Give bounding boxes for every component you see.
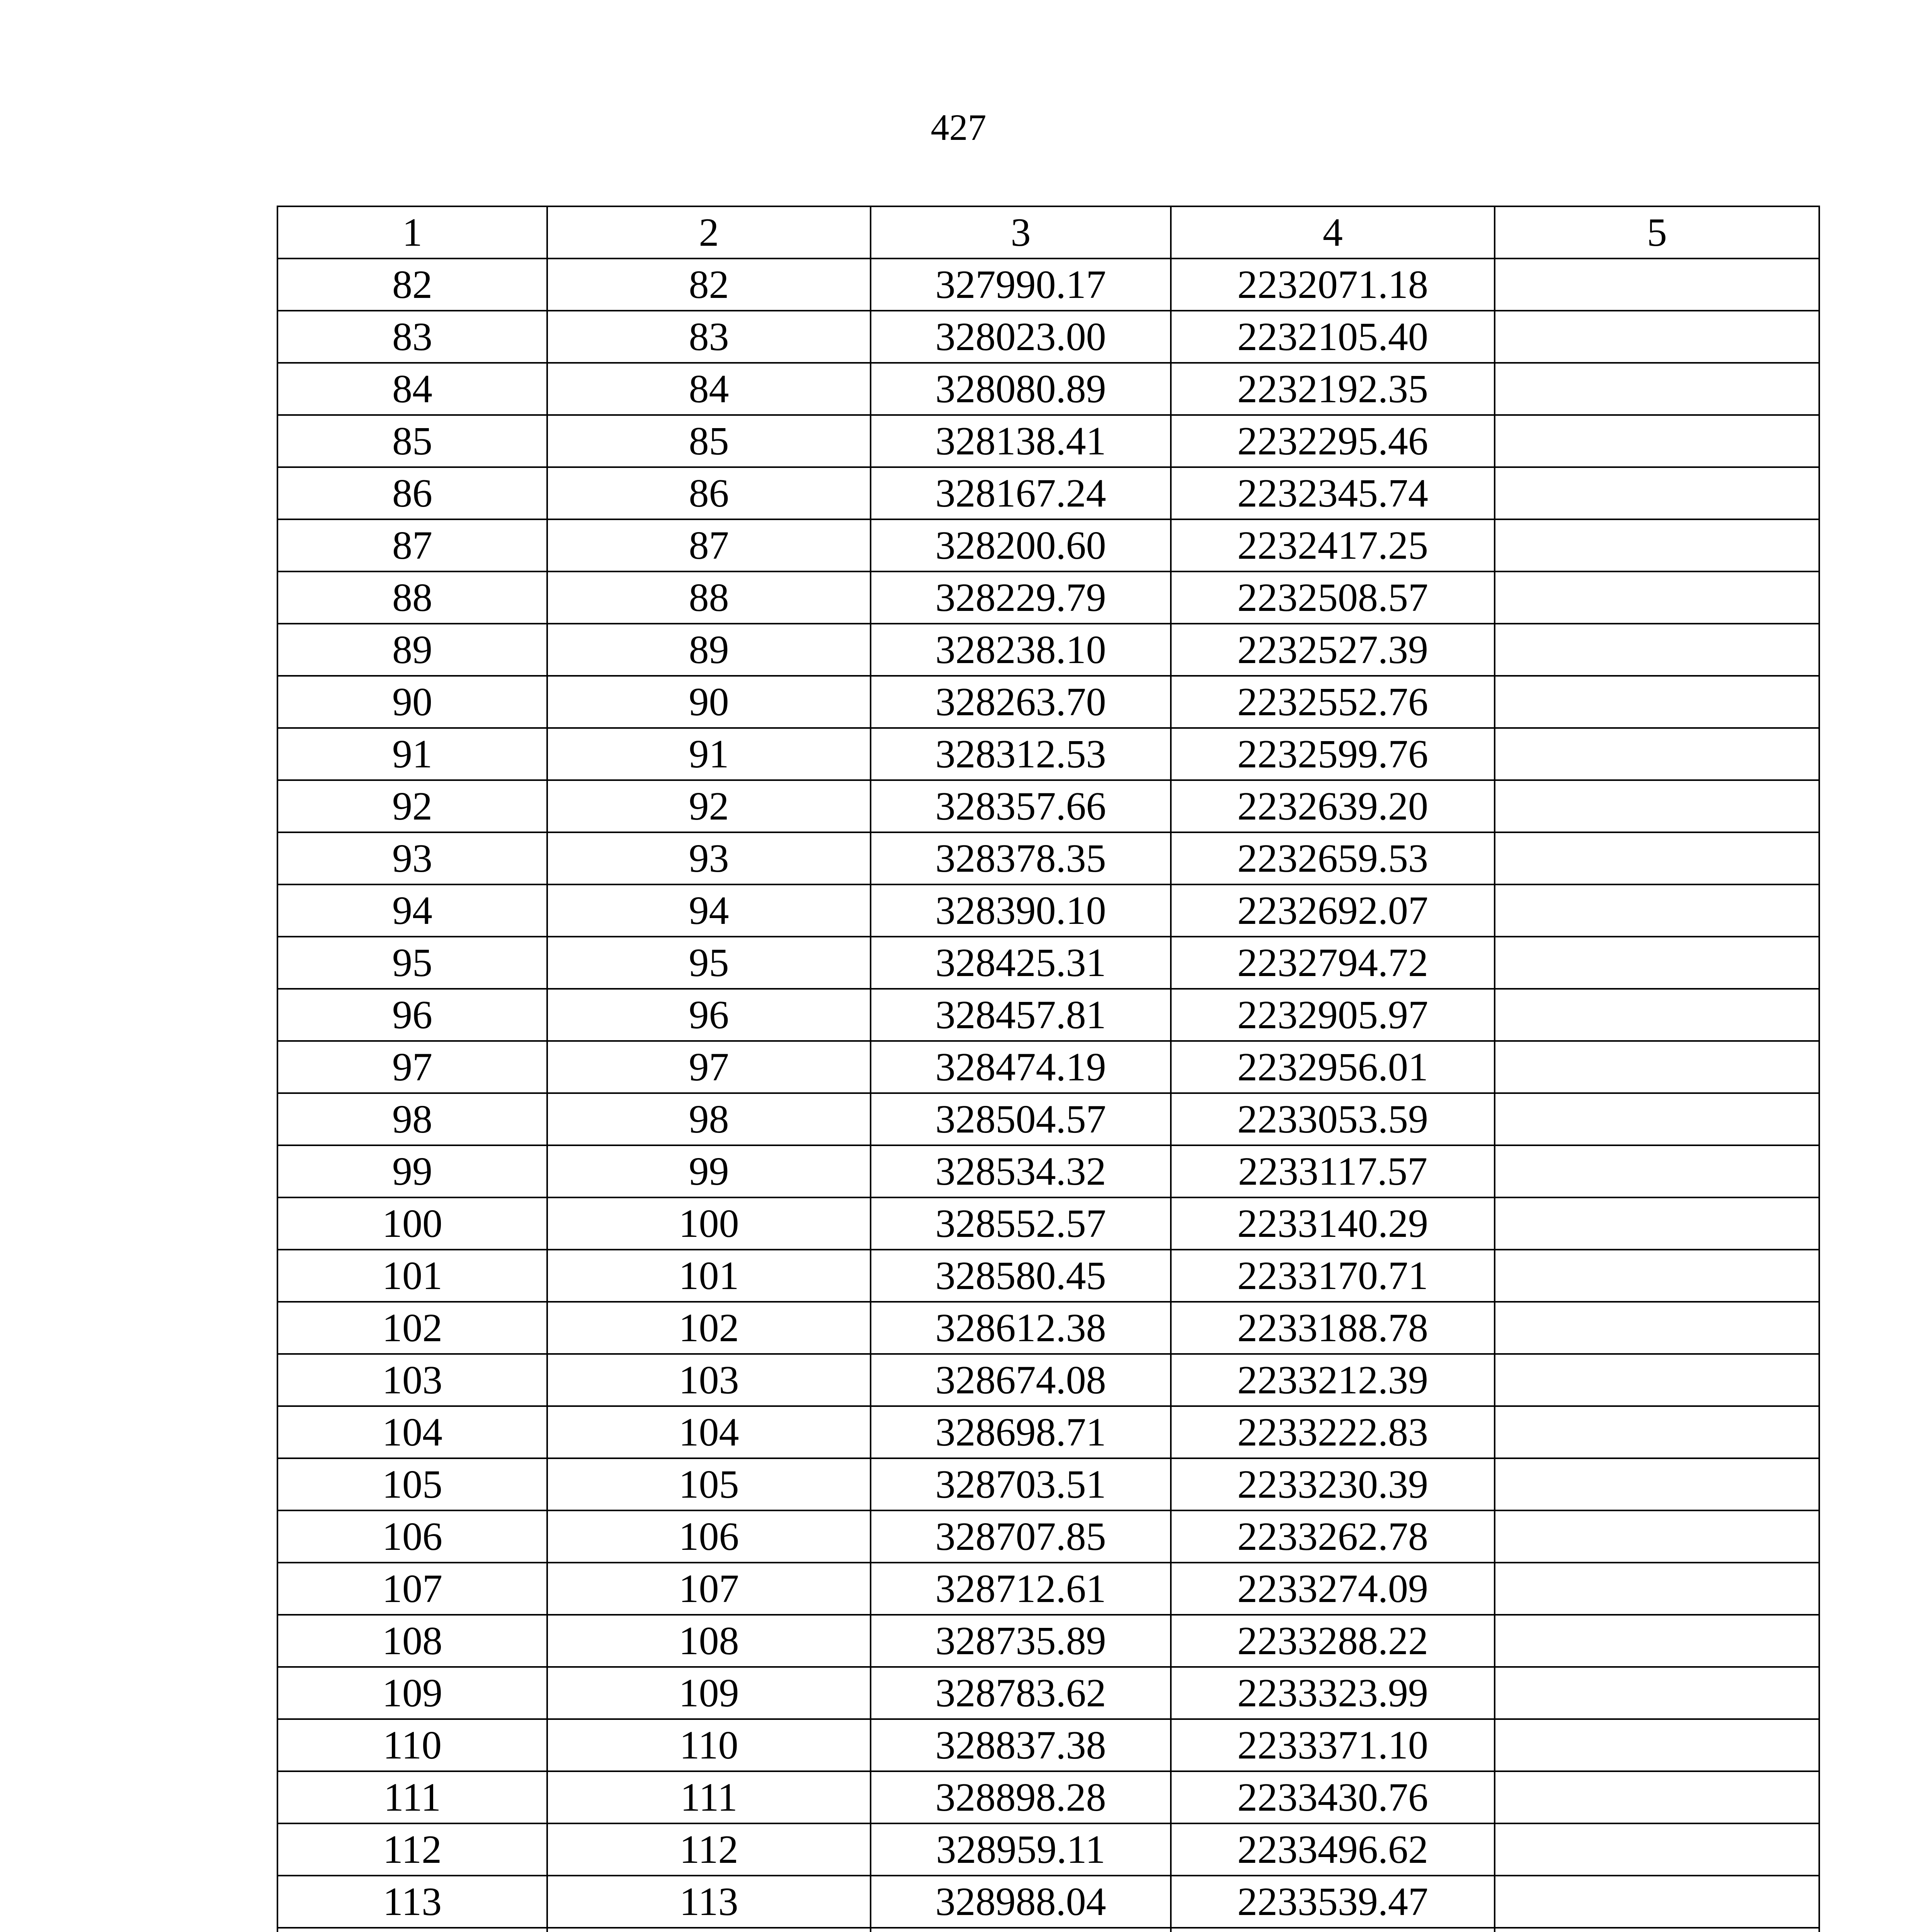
y-coordinate-cell: 2232417.25 — [1171, 519, 1495, 571]
table-row — [277, 1145, 1819, 1197]
point-number-cell: 98 — [277, 1093, 547, 1145]
point-id-cell: 111 — [547, 1771, 871, 1823]
x-coordinate-cell: 328703.51 — [871, 1458, 1171, 1510]
point-number-cell: 110 — [277, 1719, 547, 1771]
point-number-cell: 103 — [277, 1354, 547, 1406]
point-number-cell: 85 — [277, 415, 547, 467]
point-number-cell: 95 — [277, 937, 547, 989]
y-coordinate-cell: 2233222.83 — [1171, 1406, 1495, 1458]
column-header-2: 2 — [547, 206, 871, 259]
y-coordinate-cell: 2233140.29 — [1171, 1197, 1495, 1250]
x-coordinate-cell: 328080.89 — [871, 363, 1171, 415]
point-number-cell: 109 — [277, 1667, 547, 1719]
point-id-cell: 85 — [547, 415, 871, 467]
table-row — [277, 624, 1819, 676]
note-cell — [1495, 1093, 1819, 1145]
y-coordinate-cell: 2232192.35 — [1171, 363, 1495, 415]
note-cell — [1495, 884, 1819, 937]
header-row — [277, 206, 1819, 259]
x-coordinate-cell: 328229.79 — [871, 571, 1171, 624]
note-cell — [1495, 259, 1819, 311]
y-coordinate-cell: 2233539.47 — [1171, 1876, 1495, 1928]
note-cell — [1495, 1719, 1819, 1771]
x-coordinate-cell: 328707.85 — [871, 1510, 1171, 1563]
point-id-cell: 82 — [547, 259, 871, 311]
x-coordinate-cell: 327990.17 — [871, 259, 1171, 311]
note-cell — [1495, 1197, 1819, 1250]
point-id-cell: 97 — [547, 1041, 871, 1093]
y-coordinate-cell: 2233371.10 — [1171, 1719, 1495, 1771]
point-number-cell: 99 — [277, 1145, 547, 1197]
y-coordinate-cell: 2232345.74 — [1171, 467, 1495, 519]
table-row — [277, 780, 1819, 832]
table-row — [277, 1510, 1819, 1563]
y-coordinate-cell — [1171, 1928, 1495, 1932]
point-id-cell: 96 — [547, 989, 871, 1041]
x-coordinate-cell: 328698.71 — [871, 1406, 1171, 1458]
y-coordinate-cell: 2232105.40 — [1171, 311, 1495, 363]
table-row — [277, 1458, 1819, 1510]
x-coordinate-cell: 328378.35 — [871, 832, 1171, 884]
point-id-cell: 93 — [547, 832, 871, 884]
point-id-cell: 99 — [547, 1145, 871, 1197]
point-id-cell: 87 — [547, 519, 871, 571]
point-number-cell: 108 — [277, 1615, 547, 1667]
point-number-cell: 83 — [277, 311, 547, 363]
y-coordinate-cell: 2232794.72 — [1171, 937, 1495, 989]
point-number-cell — [277, 1928, 547, 1932]
point-id-cell: 112 — [547, 1823, 871, 1876]
point-number-cell: 88 — [277, 571, 547, 624]
note-cell — [1495, 1302, 1819, 1354]
point-id-cell: 101 — [547, 1250, 871, 1302]
table-row — [277, 1093, 1819, 1145]
x-coordinate-cell: 328425.31 — [871, 937, 1171, 989]
note-cell — [1495, 1876, 1819, 1928]
x-coordinate-cell: 328988.04 — [871, 1876, 1171, 1928]
x-coordinate-cell: 328238.10 — [871, 624, 1171, 676]
point-number-cell: 93 — [277, 832, 547, 884]
point-id-cell: 91 — [547, 728, 871, 780]
note-cell — [1495, 415, 1819, 467]
point-number-cell: 90 — [277, 676, 547, 728]
note-cell — [1495, 467, 1819, 519]
column-header-4: 4 — [1171, 206, 1495, 259]
x-coordinate-cell: 328474.19 — [871, 1041, 1171, 1093]
point-id-cell: 83 — [547, 311, 871, 363]
table-row — [277, 1771, 1819, 1823]
table-row — [277, 519, 1819, 571]
point-id-cell: 103 — [547, 1354, 871, 1406]
table-row — [277, 1876, 1819, 1928]
note-cell — [1495, 519, 1819, 571]
column-header-3: 3 — [871, 206, 1171, 259]
note-cell — [1495, 1458, 1819, 1510]
note-cell — [1495, 676, 1819, 728]
point-id-cell: 109 — [547, 1667, 871, 1719]
table-row — [277, 259, 1819, 311]
note-cell — [1495, 624, 1819, 676]
point-number-cell: 92 — [277, 780, 547, 832]
table-row — [277, 415, 1819, 467]
point-number-cell: 86 — [277, 467, 547, 519]
table-row — [277, 1250, 1819, 1302]
note-cell — [1495, 780, 1819, 832]
point-id-cell: 113 — [547, 1876, 871, 1928]
point-number-cell: 107 — [277, 1563, 547, 1615]
point-number-cell: 82 — [277, 259, 547, 311]
note-cell — [1495, 1563, 1819, 1615]
point-number-cell: 87 — [277, 519, 547, 571]
y-coordinate-cell: 2233212.39 — [1171, 1354, 1495, 1406]
y-coordinate-cell: 2232639.20 — [1171, 780, 1495, 832]
point-id-cell: 86 — [547, 467, 871, 519]
note-cell — [1495, 1145, 1819, 1197]
point-id-cell: 106 — [547, 1510, 871, 1563]
x-coordinate-cell: 328612.38 — [871, 1302, 1171, 1354]
note-cell — [1495, 363, 1819, 415]
y-coordinate-cell: 2232659.53 — [1171, 832, 1495, 884]
y-coordinate-cell: 2233288.22 — [1171, 1615, 1495, 1667]
coordinates-table — [277, 206, 1820, 1932]
y-coordinate-cell: 2232071.18 — [1171, 259, 1495, 311]
y-coordinate-cell: 2233496.62 — [1171, 1823, 1495, 1876]
table-row — [277, 1719, 1819, 1771]
x-coordinate-cell: 328552.57 — [871, 1197, 1171, 1250]
y-coordinate-cell: 2233170.71 — [1171, 1250, 1495, 1302]
x-coordinate-cell — [871, 1928, 1171, 1932]
page-number: 427 — [930, 107, 987, 148]
x-coordinate-cell: 328504.57 — [871, 1093, 1171, 1145]
y-coordinate-cell: 2232295.46 — [1171, 415, 1495, 467]
x-coordinate-cell: 328357.66 — [871, 780, 1171, 832]
note-cell — [1495, 832, 1819, 884]
point-number-cell: 113 — [277, 1876, 547, 1928]
point-id-cell: 89 — [547, 624, 871, 676]
y-coordinate-cell: 2233230.39 — [1171, 1458, 1495, 1510]
x-coordinate-cell: 328580.45 — [871, 1250, 1171, 1302]
table-row — [277, 728, 1819, 780]
x-coordinate-cell: 328534.32 — [871, 1145, 1171, 1197]
point-number-cell: 106 — [277, 1510, 547, 1563]
y-coordinate-cell: 2233188.78 — [1171, 1302, 1495, 1354]
x-coordinate-cell: 328138.41 — [871, 415, 1171, 467]
point-id-cell: 95 — [547, 937, 871, 989]
column-header-1: 1 — [277, 206, 547, 259]
point-id-cell: 94 — [547, 884, 871, 937]
table-row — [277, 676, 1819, 728]
y-coordinate-cell: 2233323.99 — [1171, 1667, 1495, 1719]
point-id-cell: 105 — [547, 1458, 871, 1510]
x-coordinate-cell: 328390.10 — [871, 884, 1171, 937]
x-coordinate-cell: 328023.00 — [871, 311, 1171, 363]
x-coordinate-cell: 328898.28 — [871, 1771, 1171, 1823]
point-number-cell: 102 — [277, 1302, 547, 1354]
y-coordinate-cell: 2232552.76 — [1171, 676, 1495, 728]
point-number-cell: 97 — [277, 1041, 547, 1093]
y-coordinate-cell: 2233053.59 — [1171, 1093, 1495, 1145]
table-row — [277, 1823, 1819, 1876]
note-cell — [1495, 311, 1819, 363]
note-cell — [1495, 1510, 1819, 1563]
note-cell — [1495, 989, 1819, 1041]
table-row — [277, 1406, 1819, 1458]
note-cell — [1495, 1823, 1819, 1876]
point-id-cell: 92 — [547, 780, 871, 832]
table-row — [277, 1928, 1819, 1932]
point-number-cell: 84 — [277, 363, 547, 415]
y-coordinate-cell: 2233430.76 — [1171, 1771, 1495, 1823]
note-cell — [1495, 1406, 1819, 1458]
x-coordinate-cell: 328712.61 — [871, 1563, 1171, 1615]
x-coordinate-cell: 328674.08 — [871, 1354, 1171, 1406]
table-row — [277, 571, 1819, 624]
point-id-cell: 104 — [547, 1406, 871, 1458]
note-cell — [1495, 728, 1819, 780]
x-coordinate-cell: 328312.53 — [871, 728, 1171, 780]
y-coordinate-cell: 2233274.09 — [1171, 1563, 1495, 1615]
point-id-cell: 98 — [547, 1093, 871, 1145]
note-cell — [1495, 1615, 1819, 1667]
note-cell — [1495, 1354, 1819, 1406]
point-id-cell: 110 — [547, 1719, 871, 1771]
point-id-cell: 102 — [547, 1302, 871, 1354]
point-number-cell: 89 — [277, 624, 547, 676]
point-number-cell: 101 — [277, 1250, 547, 1302]
table-row — [277, 884, 1819, 937]
point-id-cell: 100 — [547, 1197, 871, 1250]
point-id-cell: 84 — [547, 363, 871, 415]
point-number-cell: 112 — [277, 1823, 547, 1876]
table-row — [277, 1563, 1819, 1615]
y-coordinate-cell: 2233117.57 — [1171, 1145, 1495, 1197]
note-cell — [1495, 1041, 1819, 1093]
table-row — [277, 832, 1819, 884]
y-coordinate-cell: 2232692.07 — [1171, 884, 1495, 937]
point-number-cell: 94 — [277, 884, 547, 937]
note-cell — [1495, 571, 1819, 624]
x-coordinate-cell: 328200.60 — [871, 519, 1171, 571]
x-coordinate-cell: 328167.24 — [871, 467, 1171, 519]
note-cell — [1495, 1250, 1819, 1302]
point-number-cell: 100 — [277, 1197, 547, 1250]
note-cell — [1495, 1771, 1819, 1823]
x-coordinate-cell: 328263.70 — [871, 676, 1171, 728]
table-row — [277, 1667, 1819, 1719]
table-row — [277, 1302, 1819, 1354]
x-coordinate-cell: 328735.89 — [871, 1615, 1171, 1667]
x-coordinate-cell: 328837.38 — [871, 1719, 1171, 1771]
note-cell — [1495, 1667, 1819, 1719]
table-row — [277, 1354, 1819, 1406]
y-coordinate-cell: 2232527.39 — [1171, 624, 1495, 676]
y-coordinate-cell: 2233262.78 — [1171, 1510, 1495, 1563]
point-number-cell: 96 — [277, 989, 547, 1041]
x-coordinate-cell: 328959.11 — [871, 1823, 1171, 1876]
x-coordinate-cell: 328783.62 — [871, 1667, 1171, 1719]
point-id-cell: 108 — [547, 1615, 871, 1667]
table-body — [277, 259, 1819, 1932]
y-coordinate-cell: 2232956.01 — [1171, 1041, 1495, 1093]
y-coordinate-cell: 2232905.97 — [1171, 989, 1495, 1041]
table-row — [277, 311, 1819, 363]
point-id-cell: 107 — [547, 1563, 871, 1615]
point-number-cell: 104 — [277, 1406, 547, 1458]
point-number-cell: 91 — [277, 728, 547, 780]
y-coordinate-cell: 2232599.76 — [1171, 728, 1495, 780]
table-row — [277, 1197, 1819, 1250]
x-coordinate-cell: 328457.81 — [871, 989, 1171, 1041]
point-id-cell: 88 — [547, 571, 871, 624]
point-id-cell: 90 — [547, 676, 871, 728]
table-row — [277, 1615, 1819, 1667]
table-row — [277, 1041, 1819, 1093]
table-row — [277, 467, 1819, 519]
y-coordinate-cell: 2232508.57 — [1171, 571, 1495, 624]
point-id-cell — [547, 1928, 871, 1932]
note-cell — [1495, 1928, 1819, 1932]
point-number-cell: 105 — [277, 1458, 547, 1510]
point-number-cell: 111 — [277, 1771, 547, 1823]
note-cell — [1495, 937, 1819, 989]
table-header — [277, 206, 1819, 259]
table-row — [277, 363, 1819, 415]
table-row — [277, 989, 1819, 1041]
table-row — [277, 937, 1819, 989]
column-header-5: 5 — [1495, 206, 1819, 259]
